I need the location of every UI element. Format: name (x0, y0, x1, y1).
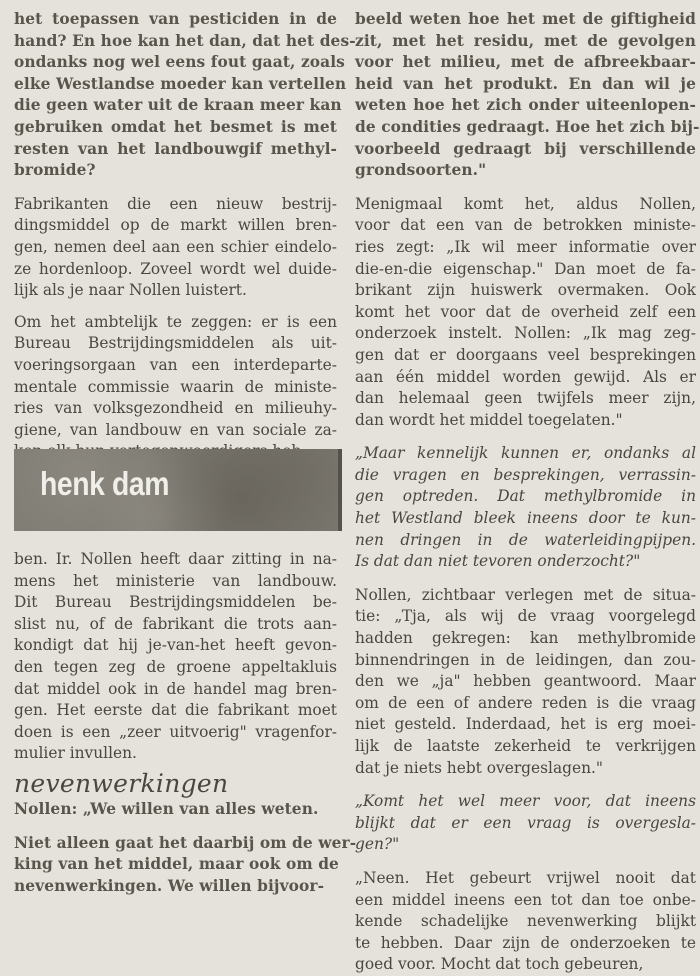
paragraph-menigmaal (355, 194, 696, 432)
author-name: henk dam (40, 465, 170, 502)
text-line: den we „ja" hebben geantwoord. Maar (355, 672, 696, 691)
text-line: gen dat er doorgaans veel besprekingen (355, 345, 696, 364)
text-line: gebruiken omdat het besmet is met (14, 117, 337, 136)
text-line: hadden gekregen: kan methylbromide (355, 629, 696, 648)
text-line: ries van volksgezondheid en milieuhy- (14, 399, 337, 418)
text-line: Niet alleen gaat het daarbij om de wer- (14, 833, 357, 852)
text-line: Bureau Bestrijdingsmiddelen als uit- (14, 334, 337, 353)
text-line: brikant zijn huiswerk overmaken. Ook (355, 281, 696, 300)
text-line: slist nu, of de fabrikant die trots aan- (14, 614, 337, 633)
text-line: die geen water uit de kraan meer kan (14, 96, 342, 115)
right-column (355, 0, 700, 976)
text-line: te hebben. Daar zijn de onderzoeken te (355, 933, 696, 952)
text-line: nen dringen in de waterleidingpijpen. (355, 530, 696, 549)
text-line: Is dat dan niet tevoren onderzocht?" (355, 552, 641, 571)
paragraph-zichtbaar-verlegen (355, 585, 696, 779)
text-line: het Westland bleek ineens door te kun- (355, 509, 696, 528)
paragraph-giftigheid (355, 9, 700, 182)
text-line: gen optreden. Dat methylbromide in (355, 487, 696, 506)
text-line: lijk als je naar Nollen luistert. (14, 281, 247, 300)
text-line: ondanks nog wel eens fout gaat, zoals (14, 53, 345, 72)
left-column (14, 0, 356, 463)
text-line: doen is een „zeer uitvoerig" vragenfor- (14, 722, 337, 741)
question-verrassingen (355, 443, 696, 573)
text-line: gen?" (355, 835, 400, 854)
text-line: Menigmaal komt het, aldus Nollen, (355, 194, 696, 213)
text-line: onderzoek instelt. Nollen: „Ik mag zeg- (355, 324, 696, 343)
text-line: lijk de laatste zekerheid te verkrijgen (355, 737, 696, 755)
text-line: dingsmiddel op de markt willen bren- (14, 216, 337, 235)
text-line: niet gesteld. Inderdaad, het is erg moei- (355, 715, 696, 734)
text-line: ben. Ir. Nollen heeft daar zitting in na- (14, 550, 337, 568)
text-line: ries zegt: „Ik wil meer informatie over (355, 237, 696, 256)
text-line: het toepassen van pesticiden in de (14, 10, 337, 28)
text-line: voeringsorgaan van een interdeparte- (14, 355, 337, 374)
text-line: voorbeeld gedraagt bij verschillende (355, 139, 696, 158)
text-line: king van het middel, maar ook om de (14, 855, 339, 874)
paragraph-niet-alleen (14, 833, 357, 898)
text-line: heid van het produkt. En dan wil je (355, 74, 696, 93)
text-line: kondigt dat hij je-van-het heeft gevon- (14, 636, 337, 655)
paragraph-alles-weten (14, 799, 337, 821)
text-line: om de een of andere reden is die vraag (355, 693, 696, 712)
text-line: grondsoorten." (355, 161, 487, 180)
text-line: aan één middel worden gewijd. Als er (355, 367, 696, 386)
text-line: dat je niets hebt overgeslagen." (355, 758, 603, 777)
text-line: voor dat een van de betrokken ministe- (355, 216, 696, 235)
text-line: goed voor. Mocht dat toch gebeuren, (355, 955, 644, 974)
text-line: zit, met het residu, met de gevolgen (355, 31, 696, 50)
text-line: dat middel ook in de handel mag bren- (14, 679, 337, 698)
paragraph-neen (355, 868, 696, 976)
text-line: beeld weten hoe het met de giftigheid (355, 10, 696, 28)
paragraph-bureau (14, 312, 337, 463)
text-line: mentale commissie waarin de ministe- (14, 377, 337, 396)
text-line: resten van het landbouwgif methyl- (14, 139, 337, 158)
text-line: giene, van landbouw en van sociale za- (14, 420, 337, 439)
text-line: kende schadelijke nevenwerking blijkt (355, 912, 696, 931)
text-line: dan wordt het middel toegelaten." (355, 410, 623, 429)
text-line: dan helemaal geen twijfels meer zijn, (355, 389, 696, 408)
text-line: „Komt het wel meer voor, dat ineens (355, 792, 696, 811)
text-line: voor het milieu, met de afbreekbaar- (355, 53, 696, 72)
text-line: een middel ineens een tot dan toe onbe- (355, 890, 696, 909)
text-line: weten hoe het zich onder uiteenlopen- (355, 96, 696, 115)
intro-paragraph-left (14, 9, 356, 182)
text-line: mulier invullen. (14, 744, 137, 763)
text-line: bromide? (14, 161, 96, 180)
text-line: Om het ambtelijk te zeggen: er is een (14, 312, 337, 331)
paragraph-fabrikanten (14, 194, 337, 302)
text-line: elke Westlandse moeder kan vertellen (14, 74, 347, 93)
text-line: den tegen zeg de groene appeltakluis (14, 657, 337, 676)
text-line: „Neen. Het gebeurt vrijwel nooit dat (355, 868, 696, 887)
text-line: Nollen: „We willen van alles weten. (14, 799, 319, 818)
left-column-lower (14, 549, 357, 897)
text-line: Nollen, zichtbaar verlegen met de situa- (355, 585, 696, 604)
text-line: „Maar kennelijk kunnen er, ondanks al (355, 444, 696, 463)
text-line: gen. Het eerste dat die fabrikant moet (14, 701, 337, 720)
text-line: ze hordenloop. Zoveel wordt wel duide- (14, 259, 337, 278)
text-line: die-en-die eigenschap." Dan moet de fa- (355, 259, 696, 278)
section-heading: nevenwerkingen (14, 768, 229, 798)
text-line: Fabrikanten die een nieuw bestrij- (14, 194, 337, 213)
text-line: die vragen en besprekingen, verrassin- (355, 465, 696, 484)
text-line: gen, nemen deel aan een schier eindelo- (14, 237, 337, 256)
question-overgeslagen (355, 791, 696, 856)
text-line: tie: „Tja, als wij de vraag voorgelegd (355, 607, 696, 626)
text-line: blijkt dat er een vraag is overgesla- (355, 813, 696, 832)
text-line: binnendringen in de leidingen, dan zou- (355, 650, 696, 669)
author-banner (14, 449, 342, 531)
text-line: hand? En hoe kan het dan, dat het des- (14, 31, 356, 50)
paragraph-nollen-zitting (14, 549, 337, 765)
text-line: Dit Bureau Bestrijdingsmiddelen be- (14, 593, 337, 612)
text-line: mens het ministerie van landbouw. (14, 571, 337, 590)
text-line: de condities gedraagt. Hoe het zich bij- (355, 117, 700, 136)
text-line: nevenwerkingen. We willen bijvoor- (14, 876, 325, 895)
text-line: komt het voor dat de overheid zelf een (355, 302, 696, 321)
